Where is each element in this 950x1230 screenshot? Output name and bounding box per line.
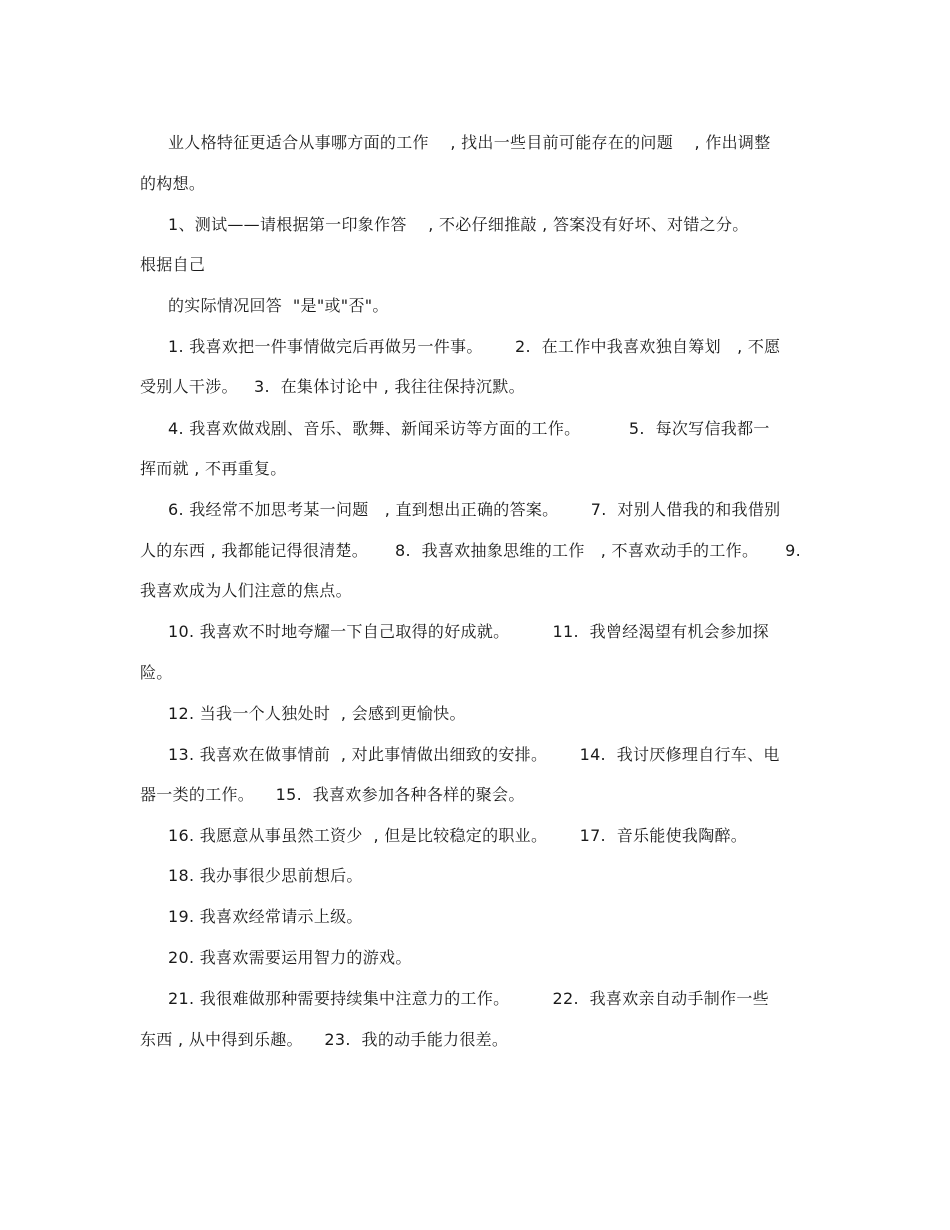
text-line: 东西 , 从中得到乐趣。 23. 我的动手能力很差。	[140, 1030, 509, 1049]
text-line: 19. 我喜欢经常请示上级。	[168, 907, 363, 926]
text-line: 10. 我喜欢不时地夸耀一下自己取得的好成就。 11. 我曾经渴望有机会参加探	[168, 622, 769, 641]
text-line: 人的东西 , 我都能记得很清楚。 8. 我喜欢抽象思维的工作 , 不喜欢动手的工作。 9.	[140, 541, 802, 560]
text-line: 12. 当我一个人独处时 , 会感到更愉快。	[168, 704, 466, 723]
text-line: 20. 我喜欢需要运用智力的游戏。	[168, 948, 412, 967]
text-line: 根据自己	[140, 255, 206, 274]
text-line: 16. 我愿意从事虽然工资少 , 但是比较稳定的职业。 17. 音乐能使我陶醉。	[168, 826, 748, 845]
text-line: 的构想。	[140, 174, 206, 193]
text-line: 挥而就 , 不再重复。	[140, 459, 287, 478]
text-line: 6. 我经常不加思考某一问题 , 直到想出正确的答案。 7. 对别人借我的和我借别	[168, 500, 781, 519]
text-line: 4. 我喜欢做戏剧、音乐、歌舞、新闻采访等方面的工作。 5. 每次写信我都一	[168, 419, 770, 438]
text-line: 险。	[140, 663, 173, 682]
text-line: 业人格特征更适合从事哪方面的工作 , 找出一些目前可能存在的问题 , 作出调整	[168, 133, 771, 152]
text-line: 受别人干涉。 3. 在集体讨论中 , 我往往保持沉默。	[140, 377, 525, 396]
text-line: 的实际情况回答 "是"或"否"。	[168, 296, 389, 315]
text-line: 13. 我喜欢在做事情前 , 对此事情做出细致的安排。 14. 我讨厌修理自行车、电	[168, 745, 780, 764]
text-line: 1、测试——请根据第一印象作答 , 不必仔细推敲 , 答案没有好坏、对错之分。	[168, 215, 749, 234]
text-line: 21. 我很难做那种需要持续集中注意力的工作。 22. 我喜欢亲自动手制作一些	[168, 989, 769, 1008]
text-line: 器一类的工作。 15. 我喜欢参加各种各样的聚会。	[140, 785, 525, 804]
text-line: 18. 我办事很少思前想后。	[168, 866, 363, 885]
text-line: 1. 我喜欢把一件事情做完后再做另一件事。 2. 在工作中我喜欢独自筹划 , 不愿	[168, 337, 781, 356]
text-line: 我喜欢成为人们注意的焦点。	[140, 581, 352, 600]
